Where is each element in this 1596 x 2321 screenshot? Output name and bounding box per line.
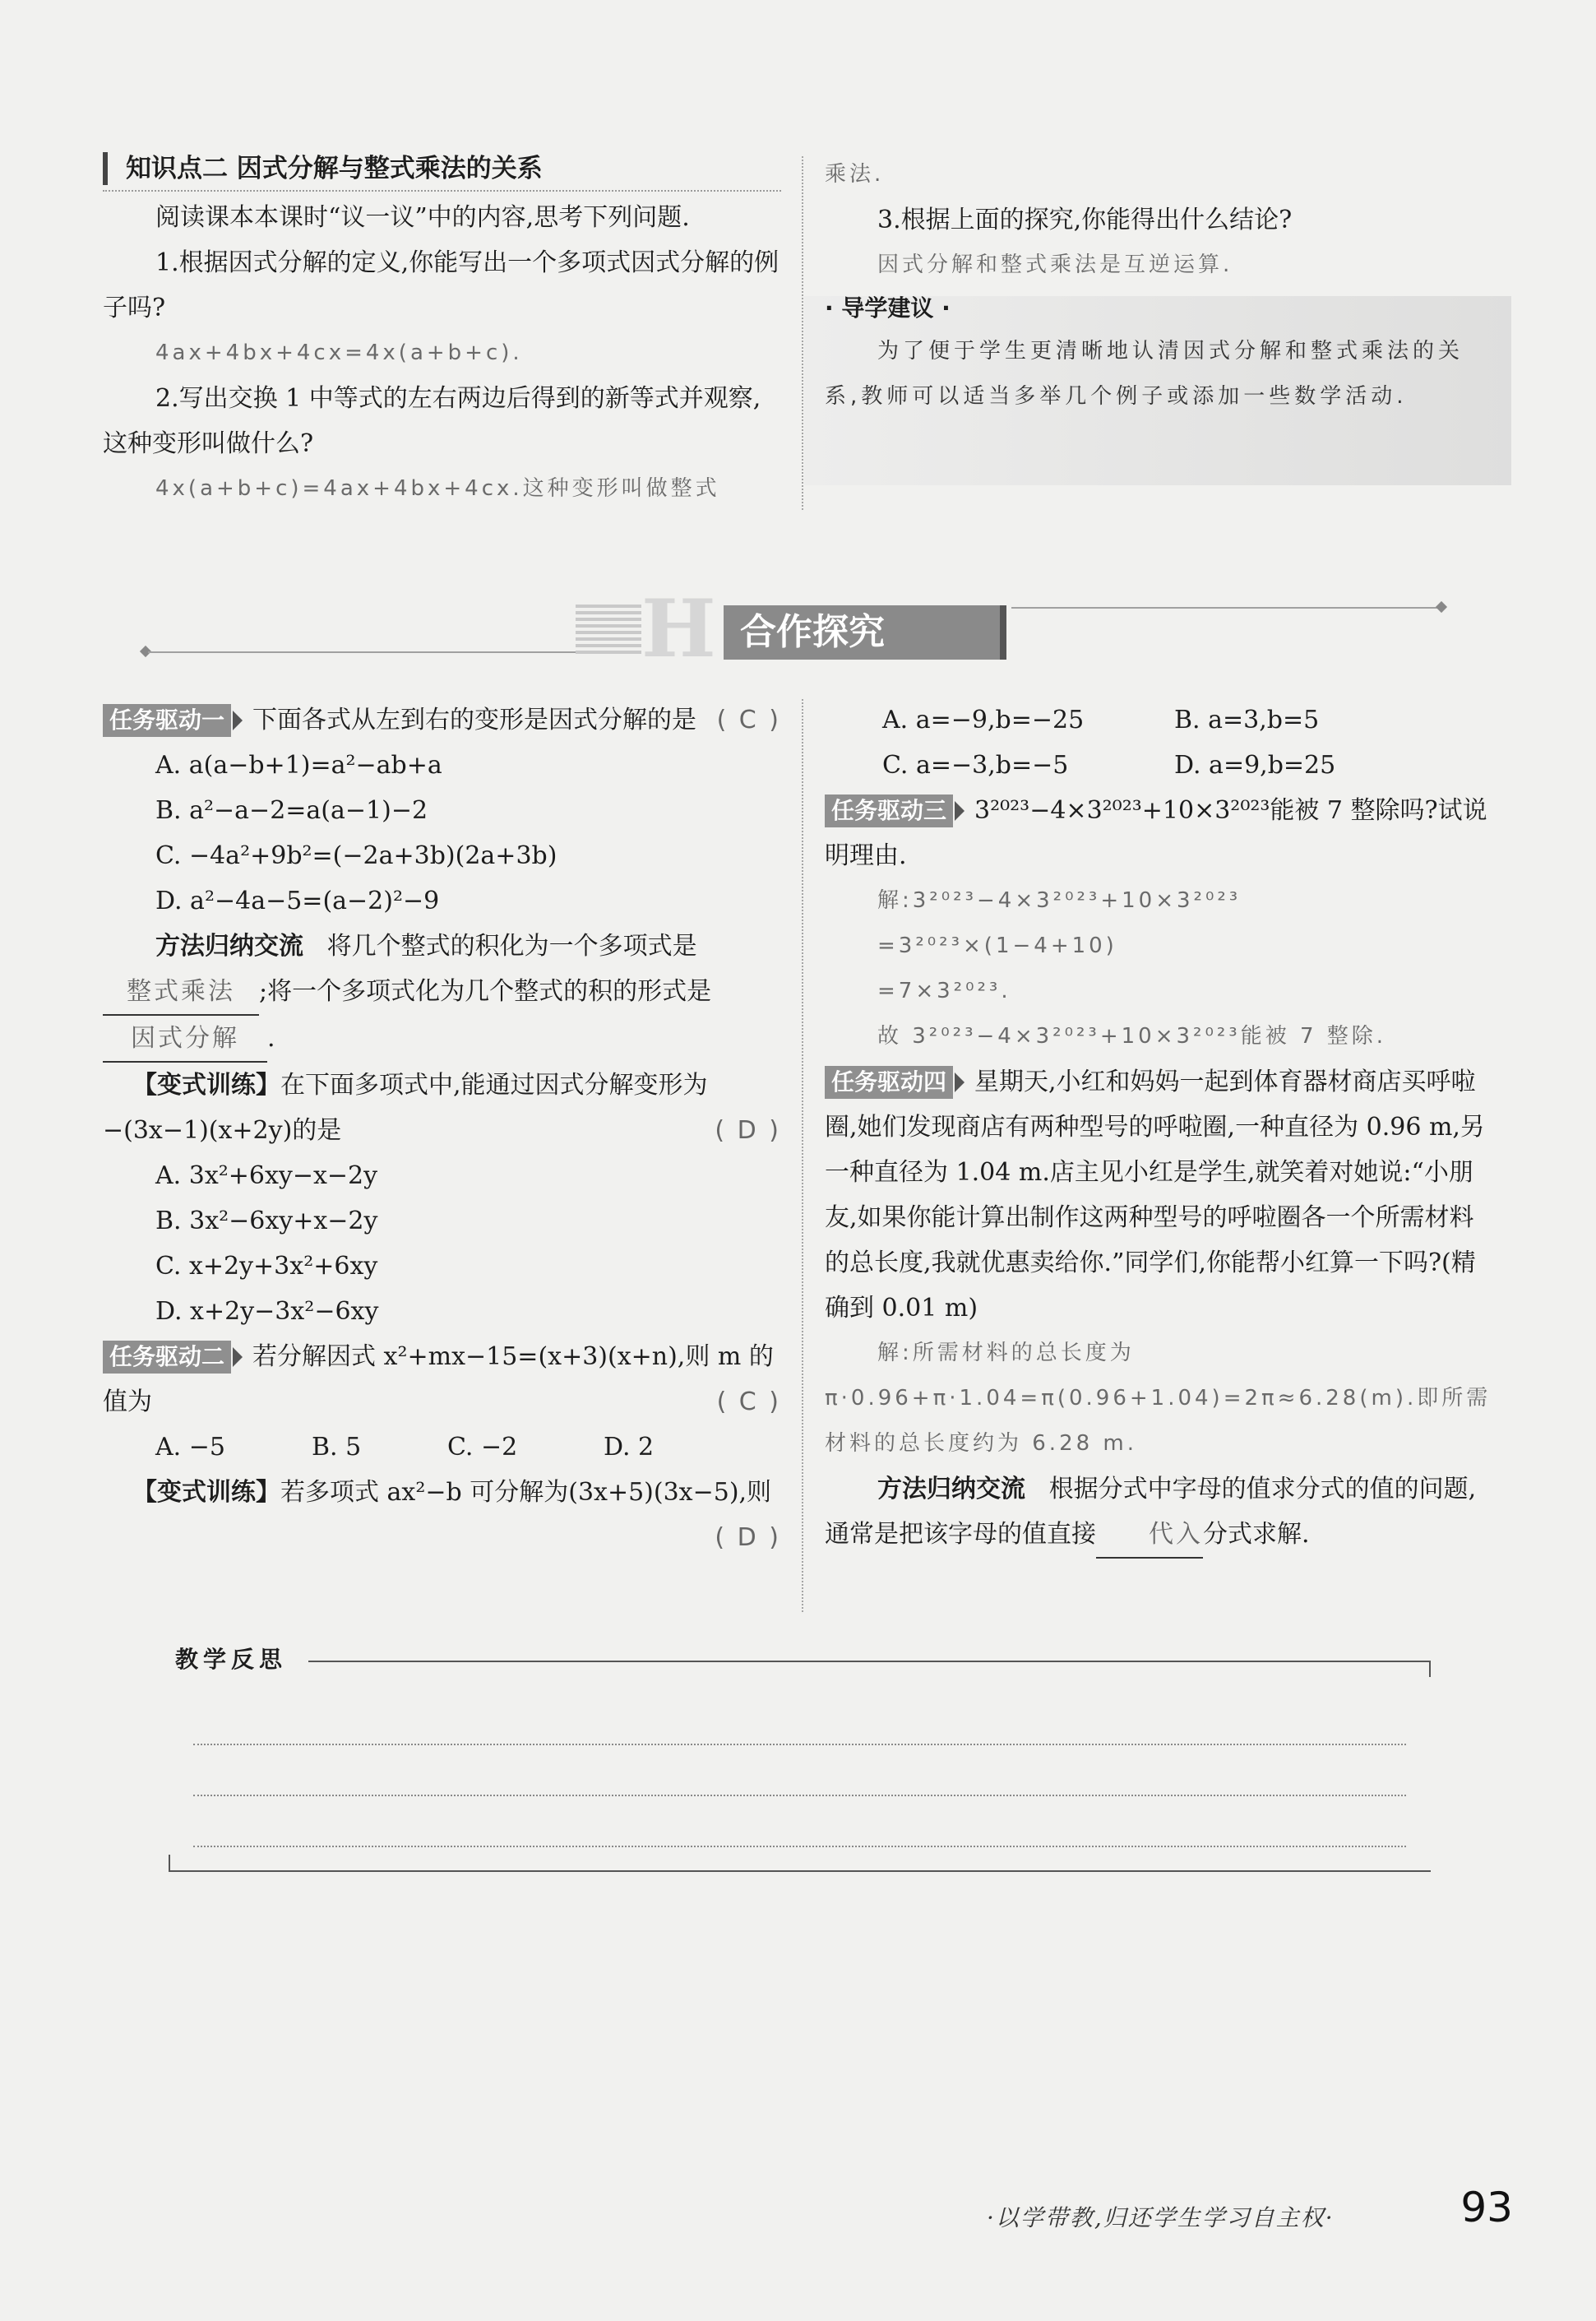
title-rule [103,190,781,192]
task4-method-label: 方法归纳交流 [877,1475,1025,1503]
task3-tag: 任务驱动三 [825,795,953,827]
blank-substitute: 代入 [1096,1512,1203,1559]
task2-variant-options-1 [825,697,1497,743]
task2-variant [103,1470,781,1552]
task2-option-c: C. −2 [447,1433,518,1462]
task3-step-3: =7×3²⁰²³. [877,979,1011,1003]
banner-edge [1000,605,1006,660]
task1-option-b: B. a²−a−2=a(a−1)−2 [155,796,428,825]
guide-title: · 导学建议 · [825,294,951,322]
task4-solution: 解:所需材料的总长度为 π·0.96+π·1.04=π(0.96+1.04)=2π≈6.28(m).即所需材料的总长度约为 6.28 m. [825,1341,1492,1456]
banner-letter: H [641,582,716,675]
task1-option-d: D. a²−4a−5=(a−2)²−9 [155,887,440,915]
task1-variant [103,1063,781,1153]
task2-variant-answer: ( D ) [715,1523,781,1552]
task2-option-b: B. 5 [312,1433,362,1462]
task1-method-end: . [267,1024,275,1053]
blank-factorization: 因式分解 [103,1016,267,1063]
banner-left-line [148,651,576,653]
banner-right-line [1011,607,1439,609]
task1-method-line3 [103,1016,781,1063]
task3-step-1: 解:3²⁰²³−4×3²⁰²³+10×3²⁰²³ [877,888,1242,913]
task2-option-a: A. −5 [155,1433,225,1462]
task2-option-d: D. 2 [604,1433,655,1462]
task1-variant-d: D. x+2y−3x²−6xy [155,1297,379,1326]
task4-method-text1: 根据分式中字母的值求分式的值的问题,通常是把该字母的值直接 [825,1475,1477,1549]
answer-3: 因式分解和整式乘法是互逆运算. [877,252,1233,277]
blank-integral-multiplication: 整式乘法 [103,969,259,1016]
reflection-left-bar [169,1855,170,1871]
task4-tag: 任务驱动四 [825,1066,953,1099]
task2-variant-c: C. a=−3,b=−5 [882,751,1069,780]
task4-method [825,1466,1497,1559]
task2-variant-a: A. a=−9,b=−25 [882,706,1085,734]
task1-variant-label: 【变式训练】 [132,1071,280,1100]
task1-variant-text: 在下面多项式中,能通过因式分解变形为−(3x−1)(x+2y)的是 [103,1071,708,1145]
right-column-tasks [825,697,1497,1559]
task2-question [103,1334,781,1425]
left-column-tasks [103,697,781,1560]
reflection-line-1[interactable] [193,1744,1406,1745]
task1-method-label: 方法归纳交流 [155,932,303,961]
answer-2: 4x(a+b+c)=4ax+4bx+4cx.这种变形叫做整式 [155,476,720,501]
reflection-right-bar [1429,1661,1431,1677]
task2-tag: 任务驱动二 [103,1341,231,1374]
task4-method-text2: 分式求解. [1203,1520,1310,1549]
knowledge-point-title: 知识点二 因式分解与整式乘法的关系 [103,152,781,185]
task2-answer: ( C ) [716,1388,781,1416]
task1-variant-answer: ( D ) [715,1116,781,1145]
task3-question [825,788,1497,878]
task1-variant-b: B. 3x²−6xy+x−2y [155,1207,378,1235]
question-2: 2.写出交换 1 中等式的左右两边后得到的新等式并观察,这种变形叫做什么? [103,384,761,458]
reflection-bottom-line [169,1870,1431,1872]
task1-tag: 任务驱动一 [103,704,231,737]
question-3: 3.根据上面的探究,你能得出什么结论? [877,206,1293,234]
task1-method [103,924,781,969]
task1-answer: ( C ) [716,706,781,734]
reflection-line-2[interactable] [193,1795,1406,1796]
task1-option-c: C. −4a²+9b²=(−2a+3b)(2a+3b) [155,841,557,870]
task1-question [103,697,781,743]
task2-variant-text: 若多项式 ax²−b 可分解为(3x+5)(3x−5),则 [280,1478,772,1507]
reflection-title: 教学反思 [175,1646,288,1673]
task2-variant-label: 【变式训练】 [132,1478,280,1507]
footer-slogan: ·以学带教,归还学生学习自主权· [987,2204,1335,2231]
task4-question-text: 星期天,小红和妈妈一起到体育器材商店买呼啦圈,她们发现商店有两种型号的呼啦圈,一种直径为 0.96 m,另一种直径为 1.04 m.店主见小红是学生,就笑着对她说:“小朋友,如果你能计算出制作这两种型号的呼啦圈各一个所需材料的总长度,我就优惠卖给你.”同学们,你能帮小红算一下吗?(精确到 0.01 m) [825,1068,1485,1323]
intro-text: 阅读课本本课时“议一议”中的内容,思考下列问题. [155,203,690,232]
task2-variant-d: D. a=9,b=25 [1174,751,1336,780]
answer-1: 4ax+4bx+4cx=4x(a+b+c). [155,341,523,365]
guide-text: 为了便于学生更清晰地认清因式分解和整式乘法的关系,教师可以适当多举几个例子或添加一些数学活动. [825,339,1464,409]
task3-step-4: 故 3²⁰²³−4×3²⁰²³+10×3²⁰²³能被 7 整除. [877,1024,1387,1049]
task4-question [825,1059,1497,1331]
teaching-reflection [169,1641,1431,1875]
section-title: 合作探究 [724,605,1003,660]
task1-variant-c: C. x+2y+3x²+6xy [155,1252,378,1281]
task1-method-line2 [103,969,781,1016]
banner-right-diamond [1436,601,1447,613]
task2-options [103,1425,781,1470]
page-footer [987,2184,1513,2241]
task3-question-text: 3²⁰²³−4×3²⁰²³+10×3²⁰²³能被 7 整除吗?试说明理由. [825,796,1487,870]
task1-question-text: 下面各式从左到右的变形是因式分解的是 [252,706,697,734]
column-divider-top [802,156,803,510]
task1-option-a: A. a(a−b+1)=a²−ab+a [155,751,442,780]
task1-method-text1: 将几个整式的积化为一个多项式是 [326,932,697,961]
answer-2-continued: 乘法. [825,162,885,187]
knowledge-point-two [103,152,781,512]
section-banner [148,582,1455,675]
column-divider-bottom [802,699,803,1612]
task1-variant-a: A. 3x²+6xy−x−2y [155,1161,378,1190]
task2-variant-options-2 [825,743,1497,788]
task1-method-text2: ;将一个多项式化为几个整式的积的形式是 [259,977,712,1006]
reflection-line-3[interactable] [193,1846,1406,1847]
banner-stripes [576,605,641,657]
reflection-top-line [308,1661,1431,1662]
page-number: 93 [1460,2184,1513,2231]
task3-step-2: =3²⁰²³×(1−4+10) [877,933,1117,958]
task2-variant-b: B. a=3,b=5 [1174,706,1320,734]
task2-question-text: 若分解因式 x²+mx−15=(x+3)(x+n),则 m 的值为 [103,1342,774,1416]
question-1: 1.根据因式分解的定义,你能写出一个多项式因式分解的例子吗? [103,248,779,322]
knowledge-point-two-cont [825,152,1497,419]
